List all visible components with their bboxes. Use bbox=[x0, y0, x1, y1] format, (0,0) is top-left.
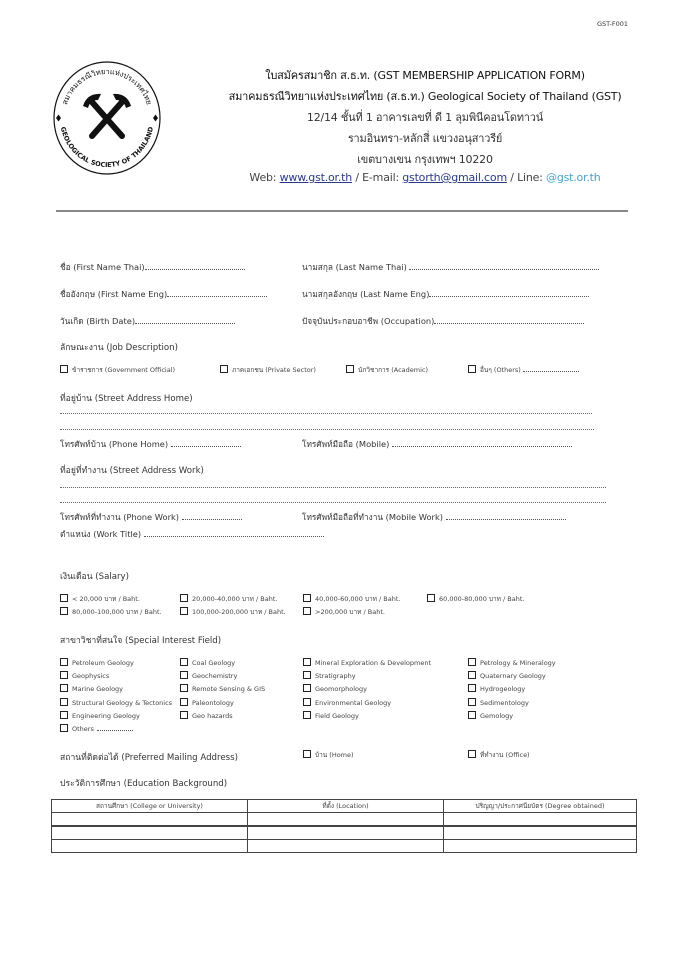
street-home-label: ที่อยู่บ้าน (Street Address Home) bbox=[60, 394, 193, 404]
checkbox[interactable] bbox=[468, 365, 476, 373]
checkbox[interactable] bbox=[303, 658, 311, 666]
option-label: Geophysics bbox=[72, 672, 110, 681]
interest-option[interactable] bbox=[180, 658, 235, 667]
table-row bbox=[52, 840, 637, 853]
phone-work-field[interactable] bbox=[60, 510, 242, 524]
option-label: ที่ทำงาน (Office) bbox=[480, 751, 530, 759]
mobile-work-label: โทรศัพท์มือถือที่ทำงาน (Mobile Work) bbox=[302, 512, 443, 522]
option-label: Petrology & Mineralogy bbox=[480, 659, 556, 667]
web-link[interactable]: www.gst.or.th bbox=[279, 171, 353, 184]
option-label: Hydrogeology bbox=[480, 685, 526, 694]
job-option-private[interactable] bbox=[220, 365, 316, 375]
logo-english-text: GEOLOGICAL SOCIETY OF THAILAND bbox=[58, 125, 156, 170]
web-label: Web: bbox=[249, 171, 277, 184]
interest-option[interactable] bbox=[180, 684, 265, 693]
checkbox[interactable] bbox=[180, 684, 188, 692]
option-label: Others bbox=[72, 725, 94, 733]
checkbox[interactable] bbox=[468, 698, 476, 706]
option-label: บ้าน (Home) bbox=[315, 751, 354, 759]
interest-option[interactable] bbox=[468, 658, 556, 667]
phone-work-label: โทรศัพท์ที่ทำงาน (Phone Work) bbox=[60, 512, 180, 522]
checkbox[interactable] bbox=[346, 365, 354, 373]
option-label: Mineral Exploration & Development bbox=[315, 659, 431, 667]
logo-thai-text: สมาคมธรณีวิทยาแห่งประเทศไทย bbox=[60, 66, 154, 106]
address-line-2: รามอินทรา-หลักสี่ แขวงอนุสาวรีย์ bbox=[347, 132, 503, 145]
option-label: >200,000 บาท / Baht. bbox=[315, 608, 385, 616]
society-name: สมาคมธรณีวิทยาแห่งประเทศไทย (ส.ธ.ท.) Geological Society of Thailand (GST) bbox=[228, 90, 622, 103]
mailing-label: สถานที่ติดต่อได้ (Preferred Mailing Address) bbox=[60, 753, 238, 763]
checkbox[interactable] bbox=[303, 711, 311, 719]
street-home-line-2[interactable] bbox=[60, 428, 594, 430]
salary-option[interactable] bbox=[180, 594, 277, 604]
table-row bbox=[52, 813, 637, 827]
salary-option[interactable] bbox=[180, 607, 286, 617]
salary-option[interactable] bbox=[60, 594, 140, 604]
separator: / bbox=[506, 171, 518, 184]
option-label: Coal Geology bbox=[192, 659, 236, 667]
job-option-academic[interactable] bbox=[346, 365, 428, 375]
table-cell[interactable] bbox=[52, 840, 248, 853]
birth-date-field[interactable] bbox=[60, 314, 235, 328]
job-option-government[interactable] bbox=[60, 365, 175, 375]
salary-option[interactable] bbox=[427, 594, 524, 604]
option-label: อื่นๆ (Others) bbox=[480, 366, 521, 374]
first-name-eng-label: ชื่ออังกฤษ (First Name Eng) bbox=[60, 289, 168, 299]
education-table bbox=[51, 799, 637, 853]
mobile-field[interactable] bbox=[302, 437, 572, 451]
last-name-thai-label: นามสกุล (Last Name Thai) bbox=[302, 262, 407, 272]
option-label: Marine Geology bbox=[72, 685, 124, 694]
column-header: ที่ตั้ง (Location) bbox=[248, 800, 444, 813]
birth-date-label: วันเกิด (Birth Date) bbox=[60, 316, 136, 326]
checkbox[interactable] bbox=[468, 658, 476, 666]
checkbox[interactable] bbox=[303, 671, 311, 679]
salary-option[interactable] bbox=[60, 607, 162, 617]
salary-option[interactable] bbox=[303, 607, 385, 617]
street-home-line-1[interactable] bbox=[60, 412, 592, 414]
contact-line bbox=[180, 171, 670, 184]
education-label: ประวัติการศึกษา (Education Background) bbox=[60, 779, 228, 789]
line-label: Line: bbox=[517, 171, 543, 184]
checkbox[interactable] bbox=[60, 658, 68, 666]
checkbox[interactable] bbox=[303, 698, 311, 706]
checkbox[interactable] bbox=[60, 724, 68, 732]
checkbox[interactable] bbox=[60, 684, 68, 692]
occupation-field[interactable] bbox=[302, 314, 584, 328]
option-label: Geo hazards bbox=[192, 711, 233, 720]
checkbox[interactable] bbox=[60, 698, 68, 706]
table-cell[interactable] bbox=[444, 813, 637, 827]
table-cell[interactable] bbox=[248, 840, 444, 853]
checkbox[interactable] bbox=[60, 594, 68, 602]
mobile-label: โทรศัพท์มือถือ (Mobile) bbox=[302, 439, 390, 449]
column-header: สถานศึกษา (College or University) bbox=[52, 800, 248, 813]
first-name-thai-field[interactable] bbox=[60, 260, 245, 274]
separator: / bbox=[352, 171, 363, 184]
mailing-home-option[interactable] bbox=[303, 750, 354, 760]
interest-option[interactable] bbox=[303, 698, 391, 707]
checkbox[interactable] bbox=[303, 594, 311, 602]
interest-option[interactable] bbox=[180, 711, 233, 720]
table-cell[interactable] bbox=[248, 826, 444, 840]
salary-label: เงินเดือน (Salary) bbox=[60, 572, 129, 582]
interest-option[interactable] bbox=[468, 711, 513, 720]
last-name-thai-field[interactable] bbox=[302, 260, 599, 274]
option-label: Geochemistry bbox=[192, 672, 238, 681]
interest-option[interactable] bbox=[60, 671, 109, 680]
checkbox[interactable] bbox=[180, 607, 188, 615]
checkbox[interactable] bbox=[303, 750, 311, 758]
interest-option[interactable] bbox=[303, 684, 367, 693]
street-work-line-1[interactable] bbox=[60, 486, 606, 488]
email-label: E-mail: bbox=[362, 171, 399, 184]
table-cell[interactable] bbox=[52, 813, 248, 827]
last-name-eng-field[interactable] bbox=[302, 287, 589, 301]
checkbox[interactable] bbox=[468, 684, 476, 692]
checkbox[interactable] bbox=[303, 607, 311, 615]
option-label: ภาคเอกชน (Private Sector) bbox=[232, 366, 316, 374]
option-label: Paleontology bbox=[192, 698, 234, 707]
form-code: GST-F001 bbox=[597, 20, 629, 28]
form-title: ใบสมัครสมาชิก ส.ธ.ท. (GST MEMBERSHIP APPLICATION FORM) bbox=[265, 69, 585, 82]
checkbox[interactable] bbox=[60, 365, 68, 373]
checkbox[interactable] bbox=[60, 607, 68, 615]
interest-option[interactable] bbox=[60, 684, 123, 693]
crossed-hammers-icon bbox=[83, 94, 131, 136]
interest-option[interactable] bbox=[303, 658, 431, 667]
address-line-3: เขตบางเขน กรุงเทพฯ 10220 bbox=[357, 153, 493, 166]
checkbox[interactable] bbox=[180, 594, 188, 602]
option-label: Sedimentology bbox=[480, 698, 529, 707]
option-label: < 20,000 บาท / Baht. bbox=[72, 595, 140, 603]
checkbox[interactable] bbox=[427, 594, 435, 602]
option-label: Engineering Geology bbox=[72, 711, 140, 720]
interest-option[interactable] bbox=[60, 698, 172, 707]
option-label: Remote Sensing & GIS bbox=[192, 685, 266, 694]
table-row bbox=[52, 826, 637, 840]
option-label: Geomorphology bbox=[315, 685, 367, 694]
occupation-label: ปัจจุบันประกอบอาชีพ (Occupation) bbox=[302, 316, 435, 326]
option-label: Gemology bbox=[480, 711, 514, 720]
interest-option[interactable] bbox=[60, 724, 133, 733]
checkbox[interactable] bbox=[180, 711, 188, 719]
option-label: Petroleum Geology bbox=[72, 659, 134, 667]
checkbox[interactable] bbox=[303, 684, 311, 692]
interest-option[interactable] bbox=[60, 658, 134, 667]
option-label: Field Geology bbox=[315, 711, 359, 720]
checkbox[interactable] bbox=[60, 711, 68, 719]
option-label: Stratigraphy bbox=[315, 672, 356, 681]
checkbox[interactable] bbox=[60, 671, 68, 679]
option-label: 20,000-40,000 บาท / Baht. bbox=[192, 595, 278, 603]
checkbox[interactable] bbox=[180, 658, 188, 666]
first-name-thai-label: ชื่อ (First Name Thai) bbox=[60, 262, 145, 272]
first-name-eng-field[interactable] bbox=[60, 287, 267, 301]
option-label: 100,000-200,000 บาท / Baht. bbox=[192, 608, 286, 616]
interest-option[interactable] bbox=[468, 671, 546, 680]
interest-option[interactable] bbox=[180, 698, 234, 707]
table-header-row bbox=[52, 800, 637, 813]
table-cell[interactable] bbox=[444, 826, 637, 840]
option-label: Environmental Geology bbox=[315, 698, 392, 707]
salary-option[interactable] bbox=[303, 594, 400, 604]
work-title-label: ตำแหน่ง (Work Title) bbox=[60, 529, 142, 539]
mailing-office-option[interactable] bbox=[468, 750, 530, 760]
table-cell[interactable] bbox=[52, 826, 248, 840]
table-cell[interactable] bbox=[444, 840, 637, 853]
checkbox[interactable] bbox=[220, 365, 228, 373]
option-label: นักวิชาการ (Academic) bbox=[358, 366, 429, 374]
header-divider bbox=[56, 210, 628, 212]
column-header: ปริญญา/ประกาศนียบัตร (Degree obtained) bbox=[444, 800, 637, 813]
mobile-work-field[interactable] bbox=[302, 510, 566, 524]
option-label: 60,000-80,000 บาท / Baht. bbox=[439, 595, 525, 603]
interest-option[interactable] bbox=[303, 671, 356, 680]
street-work-line-2[interactable] bbox=[60, 501, 606, 503]
option-label: Structural Geology & Tectonics bbox=[72, 698, 173, 707]
work-title-field[interactable] bbox=[60, 527, 324, 541]
last-name-eng-label: นามสกุลอังกฤษ (Last Name Eng) bbox=[302, 289, 430, 299]
checkbox[interactable] bbox=[180, 671, 188, 679]
job-option-others[interactable] bbox=[468, 365, 579, 375]
checkbox[interactable] bbox=[468, 671, 476, 679]
checkbox[interactable] bbox=[468, 711, 476, 719]
interest-label: สาขาวิชาที่สนใจ (Special Interest Field) bbox=[60, 636, 222, 646]
job-description-label: ลักษณะงาน (Job Description) bbox=[60, 343, 178, 353]
phone-home-label: โทรศัพท์บ้าน (Phone Home) bbox=[60, 439, 169, 449]
address-line-1: 12/14 ชั้นที่ 1 อาคารเลขที่ ดี 1 ลุมพินีคอนโดทาวน์ bbox=[306, 111, 544, 124]
checkbox[interactable] bbox=[180, 698, 188, 706]
interest-option[interactable] bbox=[303, 711, 359, 720]
street-work-label: ที่อยู่ที่ทำงาน (Street Address Work) bbox=[60, 466, 204, 476]
option-label: 40,000-60,000 บาท / Baht. bbox=[315, 595, 401, 603]
email-link[interactable]: gstorth@gmail.com bbox=[402, 171, 507, 184]
interest-option[interactable] bbox=[180, 671, 237, 680]
option-label: Quaternary Geology bbox=[480, 672, 546, 681]
interest-option[interactable] bbox=[468, 684, 525, 693]
interest-option[interactable] bbox=[468, 698, 529, 707]
option-label: 80,000-100,000 บาท / Baht. bbox=[72, 608, 162, 616]
option-label: ข้าราชการ (Government Official) bbox=[72, 366, 176, 374]
checkbox[interactable] bbox=[468, 750, 476, 758]
interest-option[interactable] bbox=[60, 711, 140, 720]
phone-home-field[interactable] bbox=[60, 437, 241, 451]
table-cell[interactable] bbox=[248, 813, 444, 827]
line-id: @gst.or.th bbox=[546, 171, 601, 184]
society-logo bbox=[52, 60, 162, 176]
